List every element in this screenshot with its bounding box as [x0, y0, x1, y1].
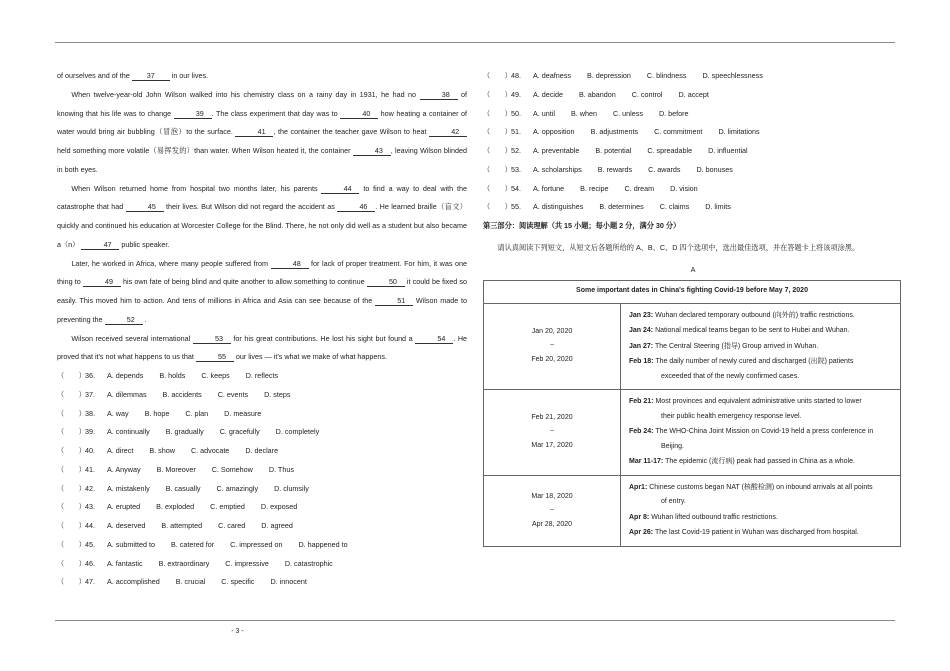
option-a: A. distinguishes [533, 202, 584, 212]
passage-text: When twelve-year-old John Wilson walked into his chemistry class on a rainy day in 1931, he had no [71, 89, 420, 99]
answer-bracket[interactable]: （ ） [57, 558, 86, 568]
event-item [629, 511, 894, 526]
cloze-paragraph [57, 330, 467, 368]
option-c: C. dream [624, 183, 655, 193]
cloze-paragraph [57, 255, 467, 330]
passage-text: . He learned braille（盲文）quickly and continued his education at Worcester College for the Blind. There, he not only did well as a student but also became a（n） [57, 202, 467, 249]
cloze-paragraph [57, 86, 467, 180]
blank-42: 42 [429, 128, 467, 137]
option-a: A. direct [107, 446, 134, 455]
question-item [483, 105, 903, 124]
passage-text: for lack of proper treatment. For him, it was one thing to [57, 258, 467, 287]
event-text-continued: their public health emergency response level. [661, 412, 802, 420]
option-c: C. emptied [210, 502, 245, 512]
question-number: 47. [85, 577, 95, 587]
answer-bracket[interactable]: （ ） [57, 408, 86, 418]
question-list-right [483, 67, 903, 217]
option-c: C. gracefully [219, 427, 260, 437]
question-item [57, 480, 467, 499]
passage-text: Wilson received several international [71, 333, 193, 343]
option-a: A. continually [107, 427, 150, 437]
option-b: B. holds [159, 371, 186, 380]
question-number: 40. [85, 446, 95, 455]
table-row [484, 475, 901, 546]
question-number: 49. [511, 89, 521, 99]
option-c: C. specific [221, 577, 255, 587]
question-item [57, 461, 467, 480]
option-b: B. hope [144, 408, 170, 418]
answer-bracket[interactable]: （ ） [57, 502, 86, 512]
passage-text: , leaving Wilson blinded in both eyes. [57, 146, 467, 174]
passage-text: our lives — it's what we make of what happens. [233, 352, 388, 362]
option-c: C. Somehow [211, 464, 253, 474]
option-c: C. amazingly [216, 483, 259, 493]
option-b: B. attempted [161, 521, 203, 530]
events-cell [621, 475, 901, 546]
date-range-cell [484, 475, 621, 546]
answer-bracket[interactable]: （ ） [57, 521, 86, 530]
question-number: 50. [511, 108, 521, 118]
event-text: The Central Steering (指导) Group arrived in Wuhan. [654, 342, 819, 350]
answer-bracket[interactable]: （ ） [483, 164, 512, 174]
event-item [629, 309, 894, 324]
answer-bracket[interactable]: （ ） [57, 446, 86, 455]
event-item [629, 455, 894, 470]
option-b: B. potential [595, 146, 632, 155]
date-to: Apr 28, 2020 [531, 520, 573, 528]
blank-41: 41 [235, 128, 273, 137]
option-a: A. fortune [533, 183, 565, 193]
option-c: C. plan [185, 408, 209, 418]
option-d: D. catastrophic [284, 558, 333, 568]
question-list-left [57, 367, 467, 592]
answer-bracket[interactable]: （ ） [57, 389, 86, 399]
date-range-cell [484, 390, 621, 476]
option-b: B. determines [599, 202, 644, 212]
left-column [57, 67, 467, 592]
answer-bracket[interactable]: （ ） [483, 146, 512, 155]
date-range-cell [484, 303, 621, 390]
option-b: B. crucial [175, 577, 206, 587]
blank-48: 48 [271, 260, 309, 269]
question-number: 45. [85, 539, 95, 549]
question-item [57, 405, 467, 424]
option-a: A. preventable [533, 146, 580, 155]
option-b: B. adjustments [590, 127, 639, 137]
option-c: C. blindness [646, 71, 687, 80]
option-d: D. limits [705, 202, 731, 212]
table-row [484, 303, 901, 390]
option-d: D. bonuses [696, 164, 733, 174]
question-number: 52. [511, 146, 521, 155]
option-a: A. opposition [533, 127, 575, 137]
option-b: B. show [149, 446, 175, 455]
option-c: C. keeps [201, 371, 230, 380]
question-item [57, 442, 467, 461]
question-item [57, 367, 467, 386]
event-item [629, 526, 894, 541]
passage-text: for his great contributions. He lost his sight but found a [230, 333, 416, 343]
question-number: 43. [85, 502, 95, 512]
option-c: C. unless [612, 108, 643, 118]
event-date: Feb 21: [629, 398, 654, 405]
passage-text: his own fate of being blind and quite another to allow something to continue [120, 277, 367, 287]
option-a: A. decide [533, 89, 563, 99]
table-row [484, 390, 901, 476]
passage-text: . He proved that it's not what happens to us that [57, 333, 468, 362]
date-from: Jan 20, 2020 [531, 328, 573, 336]
blank-44: 44 [321, 185, 359, 194]
blank-39: 39 [174, 110, 212, 119]
answer-bracket[interactable]: （ ） [57, 371, 86, 380]
event-text: The epidemic (流行病) peak had passed in China as a whole. [665, 458, 855, 465]
option-b: B. rewards [597, 164, 633, 174]
option-d: D. exposed [260, 502, 298, 512]
option-c: C. claims [659, 202, 690, 212]
option-c: C. commitment [654, 127, 703, 137]
option-b: B. Moreover [156, 464, 196, 474]
option-a: A. Anyway [107, 464, 141, 474]
date-tilde: ~ [549, 428, 555, 436]
cloze-passage [57, 67, 467, 367]
date-from: Mar 18, 2020 [531, 492, 573, 500]
passage-text: how heating a container of water would bring air bubbling（冒泡）to the surface. [57, 108, 468, 137]
table-title: Some important dates in China's fighting Covid-19 before May 7, 2020 [484, 280, 901, 303]
option-b: B. exploded [156, 502, 195, 512]
option-c: C. spreadable [647, 146, 693, 155]
question-number: 38. [85, 408, 95, 418]
question-item [57, 555, 467, 574]
cloze-paragraph [57, 180, 467, 255]
option-d: D. declare [245, 446, 279, 455]
covid-dates-table [483, 280, 901, 547]
event-item [629, 324, 894, 339]
option-c: C. cared [218, 521, 246, 530]
passage-text: . [142, 314, 147, 324]
blank-54: 54 [415, 335, 453, 344]
option-c: C. events [217, 389, 249, 399]
option-d: D. completely [275, 427, 320, 437]
blank-37: 37 [132, 72, 170, 81]
blank-40: 40 [340, 110, 378, 119]
event-date: Feb 24: [629, 428, 654, 435]
question-item [57, 423, 467, 442]
passage-text: of knowing that his life was to change [57, 89, 467, 118]
option-a: A. dilemmas [107, 389, 147, 399]
option-d: D. vision [670, 183, 698, 193]
blank-53: 53 [193, 335, 231, 344]
answer-bracket[interactable]: （ ） [57, 577, 86, 587]
option-c: C. impressed on [230, 539, 283, 549]
question-number: 36. [85, 371, 95, 380]
question-number: 55. [511, 202, 521, 212]
answer-bracket[interactable]: （ ） [57, 483, 86, 493]
question-number: 42. [85, 483, 95, 493]
question-item [483, 67, 903, 86]
question-item [57, 573, 467, 592]
question-item [483, 123, 903, 142]
section-heading: 第三部分：阅读理解（共 15 小题；每小题 2 分，满分 30 分） [483, 221, 681, 230]
event-text-continued: Beijing. [661, 442, 684, 450]
option-a: A. deafness [533, 71, 571, 80]
option-d: D. innocent [270, 577, 307, 587]
event-date: Apr1: [629, 483, 648, 491]
answer-bracket[interactable]: （ ） [483, 89, 512, 99]
question-item [57, 386, 467, 405]
event-date: Feb 18: [629, 358, 654, 365]
option-d: D. limitations [718, 127, 760, 137]
event-text-continued: exceeded that of the newly confirmed cases. [661, 372, 800, 380]
event-text: The daily number of newly cured and discharged (出院) patients [655, 358, 854, 365]
question-number: 37. [85, 389, 95, 399]
blank-55: 55 [196, 353, 234, 362]
question-number: 54. [511, 183, 521, 193]
event-text: Chinese customs began NAT (核酸检测) on inbound arrivals at all points [649, 483, 873, 491]
question-item [57, 536, 467, 555]
answer-bracket[interactable]: （ ） [483, 183, 512, 193]
event-date: Mar 11-17: [629, 458, 664, 465]
option-c: C. awards [648, 164, 681, 174]
answer-bracket[interactable]: （ ） [483, 71, 512, 80]
passage-text: in our lives. [169, 71, 209, 80]
event-text: The WHO-China Joint Mission on Covid-19 held a press conference in [655, 428, 874, 435]
option-a: A. submitted to [107, 539, 155, 549]
question-item [57, 517, 467, 536]
date-from: Feb 21, 2020 [531, 414, 573, 422]
event-text: Wuhan declared temporary outbound (向外的) traffic restrictions. [655, 311, 855, 319]
option-d: D. influential [708, 146, 748, 155]
event-date: Jan 23: [629, 311, 654, 319]
event-text: Wuhan lifted outbound traffic restrictions. [651, 513, 778, 521]
table-title-row [484, 280, 901, 303]
option-d: D. clumsily [274, 483, 309, 493]
events-cell [621, 390, 901, 476]
event-item [629, 340, 894, 355]
option-a: A. depends [107, 371, 144, 380]
answer-bracket[interactable]: （ ） [483, 108, 512, 118]
blank-43: 43 [353, 147, 391, 156]
option-d: D. reflects [245, 371, 279, 380]
option-d: D. agreed [261, 521, 293, 530]
event-date: Jan 27: [629, 342, 654, 350]
option-d: D. happened to [298, 539, 348, 549]
event-item [629, 425, 894, 454]
event-date: Jan 24: [629, 327, 654, 334]
event-text-continued: of entry. [661, 498, 686, 505]
event-text: The last Covid-19 patient in Wuhan was discharged from hospital. [654, 529, 859, 536]
option-c: C. advocate [190, 446, 230, 455]
question-number: 39. [85, 427, 95, 437]
option-b: B. gradually [165, 427, 204, 437]
option-a: A. deserved [107, 521, 146, 530]
answer-bracket[interactable]: （ ） [57, 464, 86, 474]
event-item [629, 481, 894, 510]
event-date: Apr 26: [629, 529, 654, 536]
question-number: 53. [511, 164, 521, 174]
event-date: Apr 8: [629, 513, 650, 521]
passage-text: . The class experiment that day was to [211, 108, 341, 118]
option-a: A. scholarships [533, 164, 582, 174]
date-to: Feb 20, 2020 [531, 356, 573, 364]
option-d: D. before [658, 108, 689, 118]
section-instruction: 请认真阅读下列短文，从短文后各题所给的 A、B、C、D 四个选项中，选出最佳选项，并在答题卡上将该项涂黑。 [497, 242, 860, 252]
option-b: B. recipe [580, 183, 609, 193]
option-a: A. mistakenly [107, 483, 150, 493]
question-number: 51. [511, 127, 521, 137]
question-item [483, 198, 903, 217]
answer-bracket[interactable]: （ ） [57, 427, 86, 437]
blank-52: 52 [105, 316, 143, 325]
option-c: C. impressive [225, 558, 269, 568]
date-tilde: ~ [549, 506, 555, 514]
option-b: B. when [570, 108, 597, 118]
passage-text: Later, he worked in Africa, where many people suffered from [71, 258, 271, 268]
option-b: B. extraordinary [158, 558, 210, 568]
question-item [483, 142, 903, 161]
option-b: B. casually [165, 483, 201, 493]
option-a: A. fantastic [107, 558, 143, 568]
answer-bracket[interactable]: （ ） [483, 127, 512, 137]
option-b: B. catered for [170, 539, 215, 549]
right-column [483, 67, 903, 547]
option-d: D. Thus [268, 464, 294, 474]
question-item [57, 498, 467, 517]
date-to: Mar 17, 2020 [531, 442, 573, 450]
option-b: B. accidents [162, 389, 202, 399]
option-d: D. measure [224, 408, 262, 418]
option-d: D. speechlessness [702, 71, 763, 80]
page-number: - 3 - [231, 628, 244, 635]
option-c: C. control [631, 89, 663, 99]
question-number: 46. [85, 558, 95, 568]
events-cell [621, 303, 901, 390]
passage-text: When Wilson returned home from hospital two months later, his parents [71, 183, 322, 193]
question-item [483, 161, 903, 180]
event-item [629, 395, 894, 424]
passage-text: held something more volatile（易挥发的）than water. When Wilson heated it, the container [57, 146, 353, 155]
option-d: D. accept [678, 89, 709, 99]
option-b: B. abandon [578, 89, 616, 99]
option-a: A. erupted [107, 502, 141, 512]
question-item [483, 86, 903, 105]
option-a: A. way [107, 408, 129, 418]
passage-text: public speaker. [119, 239, 170, 249]
question-item [483, 180, 903, 199]
option-a: A. accomplished [107, 577, 160, 587]
cloze-paragraph [57, 67, 467, 86]
blank-50: 50 [367, 278, 405, 287]
event-item [629, 355, 894, 384]
option-d: D. steps [264, 389, 291, 399]
passage-text: their lives. But Wilson did not regard the accident as [163, 202, 338, 212]
answer-bracket[interactable]: （ ） [57, 539, 86, 549]
passage-text: of ourselves and of the [57, 71, 132, 80]
passage-text: , the container the teacher gave Wilson to heat [273, 127, 429, 137]
passage-text: Wilson made to preventing the [57, 296, 467, 324]
question-number: 41. [85, 464, 95, 474]
option-a: A. until [533, 108, 555, 118]
bottom-rule [55, 620, 895, 621]
date-tilde: ~ [549, 342, 555, 350]
blank-46: 46 [337, 203, 375, 212]
blank-38: 38 [420, 91, 458, 100]
answer-bracket[interactable]: （ ） [483, 202, 512, 212]
top-rule [55, 42, 895, 43]
option-b: B. depression [586, 71, 631, 80]
blank-45: 45 [126, 203, 164, 212]
blank-51: 51 [375, 297, 413, 306]
blank-47: 47 [81, 241, 119, 250]
event-text: Most provinces and equivalent administrative units started to lower [655, 398, 862, 405]
question-number: 44. [85, 521, 95, 530]
passage-text: to find a way to deal with the catastrophe that had [57, 183, 467, 212]
passage-text: it could be fixed so easily. This moved him to action. And tens of millions in Africa and Asia can see because of the [57, 277, 467, 305]
passage-letter: A [690, 264, 696, 274]
blank-49: 49 [83, 278, 121, 287]
question-number: 48. [511, 71, 521, 80]
event-text: National medical teams began to be sent to Hubei and Wuhan. [655, 327, 850, 334]
